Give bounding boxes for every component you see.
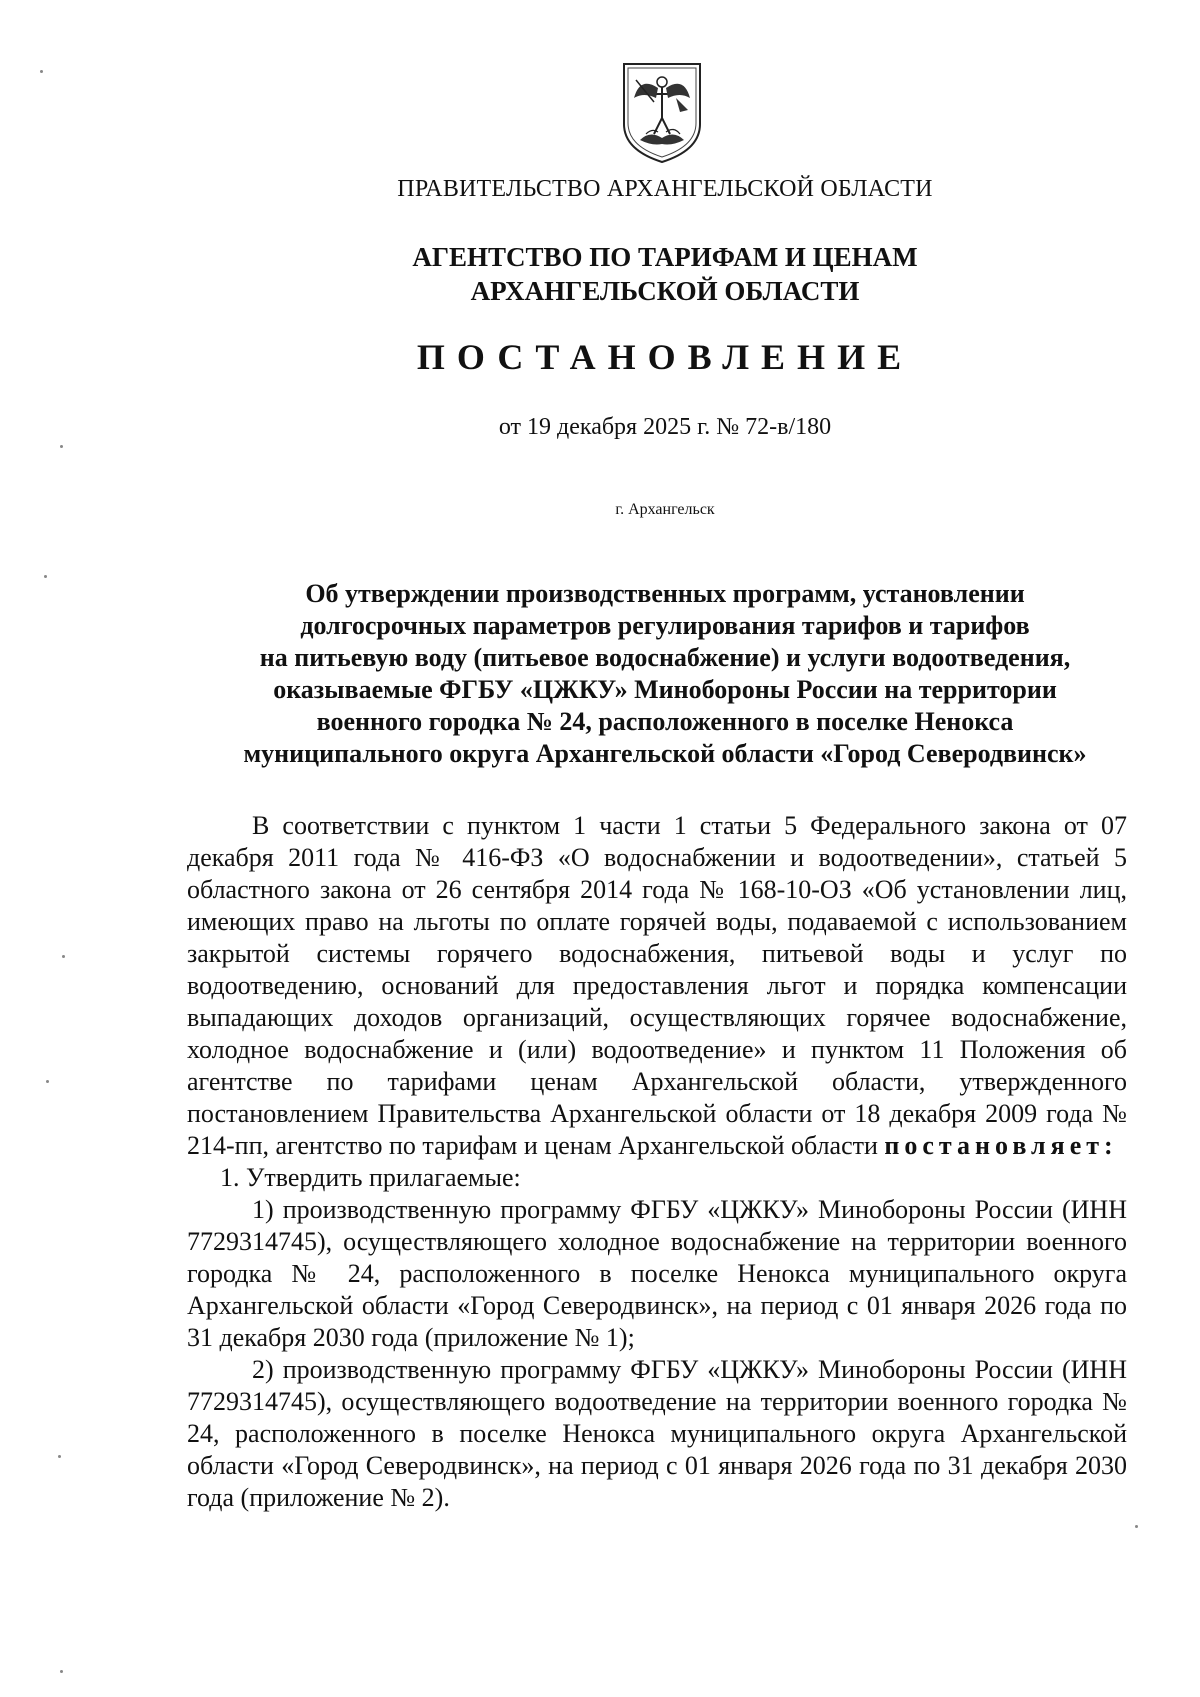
preamble-paragraph bbox=[187, 810, 1127, 1162]
document-title-line: долгосрочных параметров регулирования тарифов и тарифов bbox=[300, 611, 1030, 640]
document-type-heading: ПОСТАНОВЛЕНИЕ bbox=[416, 337, 914, 377]
preamble-text: В соответствии с пунктом 1 части 1 статьи 5 Федерального закона от 07 декабря 2011 года № 416-ФЗ «О водоснабжении и водоотведении», статьей 5 областного закона от 26 сентября 2014 года № 168-10-ОЗ «Об установлении лиц, имеющих право на льготы по оплате горячей воды, подаваемой с использованием закрытой системы горячего водоснабжения, питьевой воды и услуг по водоотведению, оснований для предоставления льгот и порядка компенсации выпадающих доходов организаций, осуществляющих горячее водоснабжение, холодное водоснабжение и (или) водоотведение» и пунктом 11 Положения об агентстве по тарифами ценам Архангельской области, утвержденного постановлением Правительства Архангельской области от 18 декабря 2009 года № 214-пп, агентство по тарифам и ценам Архангельской области bbox=[187, 811, 1127, 1160]
agency-name-line-2: АРХАНГЕЛЬСКОЙ ОБЛАСТИ bbox=[470, 276, 860, 306]
document-title-line: Об утверждении производственных программ, установлении bbox=[305, 579, 1025, 608]
item-1-1-paragraph: 1) производственную программу ФГБУ «ЦЖКУ» Минобороны России (ИНН 7729314745), осуществляющего холодное водоснабжение на территории военного городка № 24, расположенного в поселке Ненокса муниципального округа Архангельской области «Город Северодвинск», на период с 01 января 2026 года по 31 декабря 2030 года (приложение № 1); bbox=[187, 1195, 1127, 1352]
document-title-line: оказываемые ФГБУ «ЦЖКУ» Минобороны России на территории bbox=[273, 675, 1057, 704]
document-date-number: от 19 декабря 2025 г. № 72-в/180 bbox=[498, 414, 832, 440]
document-title bbox=[65, 578, 1200, 770]
government-name: ПРАВИТЕЛЬСТВО АРХАНГЕЛЬСКОЙ ОБЛАСТИ bbox=[397, 176, 933, 202]
decree-word: постановляет: bbox=[884, 1131, 1118, 1160]
scan-speck bbox=[46, 1080, 49, 1083]
document-city: г. Архангельск bbox=[615, 501, 715, 518]
scan-speck bbox=[62, 955, 65, 958]
agency-name-line-1: АГЕНТСТВО ПО ТАРИФАМ И ЦЕНАМ bbox=[412, 242, 918, 272]
item-1-2-paragraph: 2) производственную программу ФГБУ «ЦЖКУ» Минобороны России (ИНН 7729314745), осуществляющего водоотведение на территории военного городка № 24, расположенного в поселке Ненокса муниципального округа Архангельской области «Город Северодвинск», на период с 01 января 2026 года по 31 декабря 2030 года (приложение № 2). bbox=[187, 1355, 1127, 1512]
document-body bbox=[187, 810, 1127, 1514]
agency-name bbox=[65, 240, 1200, 308]
coat-of-arms-emblem bbox=[618, 58, 706, 166]
scan-speck bbox=[60, 445, 63, 448]
scan-speck bbox=[40, 70, 43, 73]
document-title-line: муниципального округа Архангельской области «Город Северодвинск» bbox=[243, 739, 1087, 768]
scan-speck bbox=[58, 1455, 61, 1458]
item-1-paragraph: 1. Утвердить прилагаемые: bbox=[220, 1163, 521, 1192]
scan-speck bbox=[60, 1670, 63, 1673]
document-title-line: на питьевую воду (питьевое водоснабжение) и услуги водоотведения, bbox=[259, 643, 1071, 672]
document-title-line: военного городка № 24, расположенного в поселке Ненокса bbox=[316, 707, 1014, 736]
scan-speck bbox=[44, 575, 47, 578]
scan-speck bbox=[1135, 1525, 1138, 1528]
